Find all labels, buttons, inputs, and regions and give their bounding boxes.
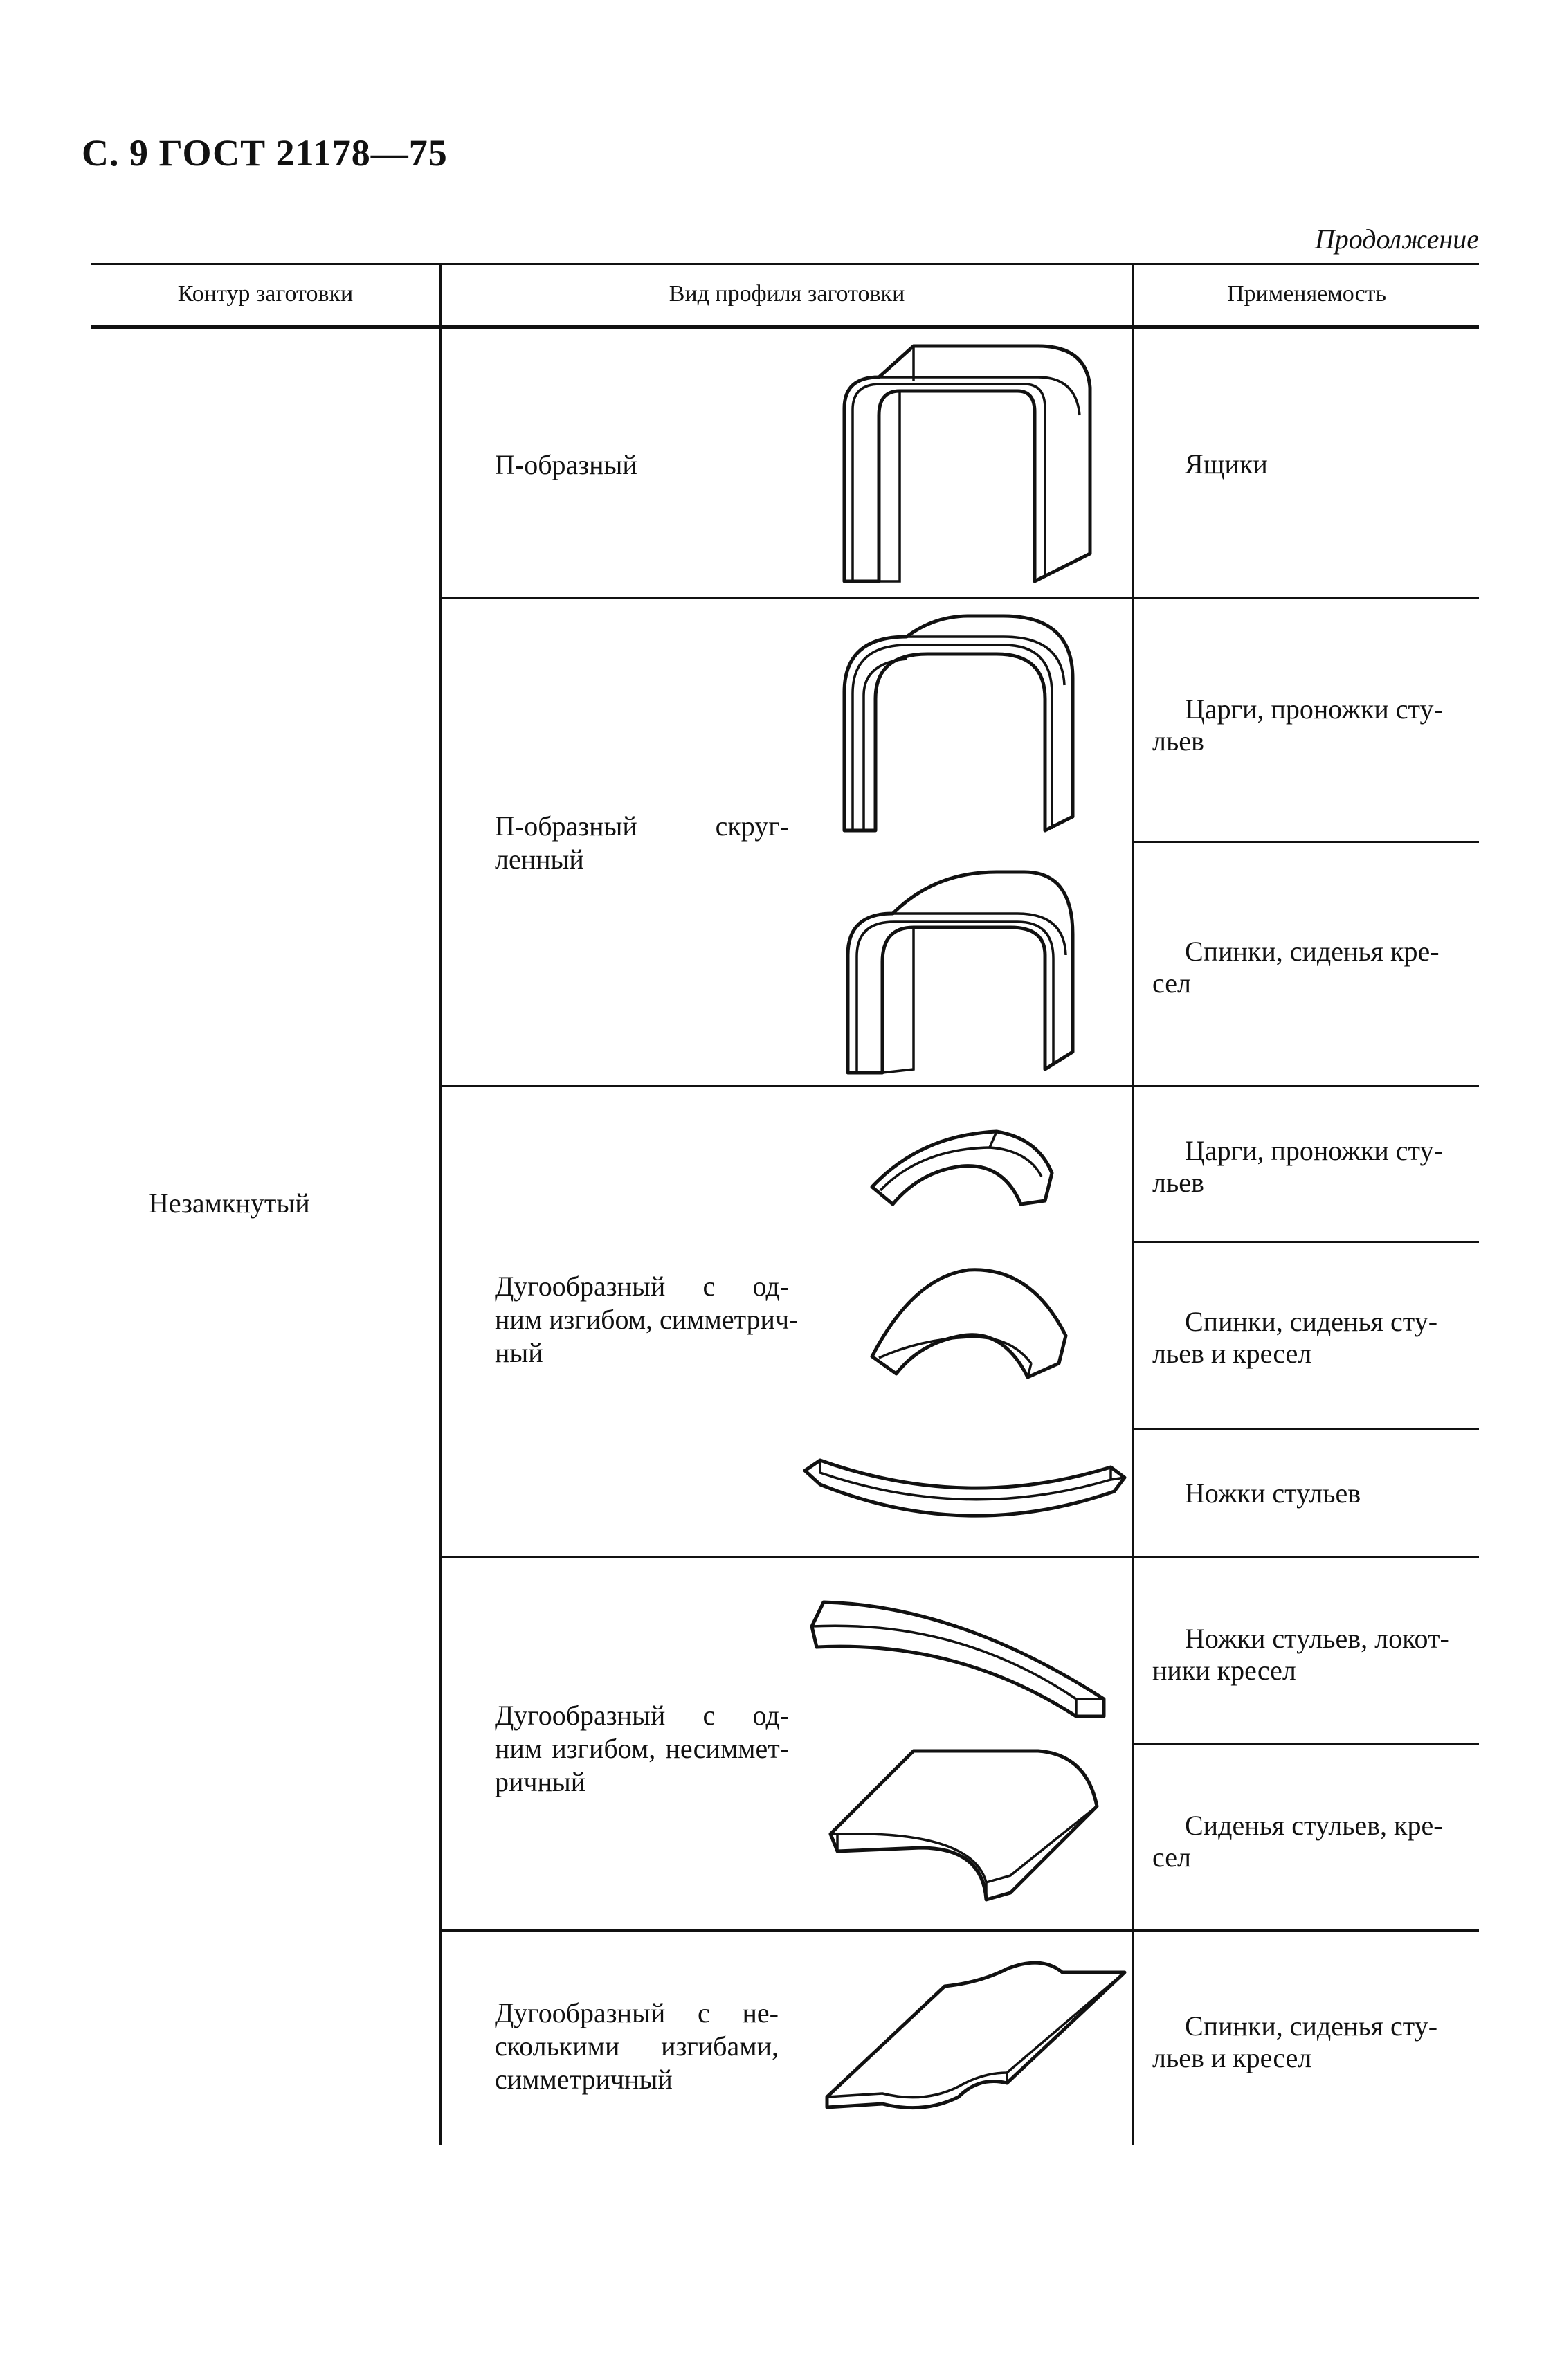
profile-name-line: ленный	[495, 844, 584, 875]
application-line: Царги, проножки сту-	[1185, 693, 1443, 725]
application-cell	[1152, 1810, 1443, 1873]
multi-bend-panel-icon	[820, 1959, 1132, 2128]
arc-asymmetric-bar-icon	[799, 1578, 1125, 1734]
arc-asymmetric-panel-icon	[824, 1744, 1114, 1907]
u-shaped-rounded-wide-icon	[830, 858, 1107, 1083]
profile-name-line: Дугообразный с од-	[495, 1700, 789, 1731]
arc-symmetric-bar-icon	[799, 1439, 1132, 1533]
application-cell	[1152, 693, 1465, 757]
arc-symmetric-narrow-icon	[865, 1121, 1059, 1221]
application-cell	[1152, 1623, 1449, 1687]
profile-name-line: Дугообразный с од-	[495, 1271, 789, 1302]
row-rule	[439, 1556, 1479, 1558]
profile-name-line: ним изгибом, симметрич-	[495, 1304, 799, 1335]
application-line: льев и кресел	[1152, 2042, 1312, 2073]
column-divider-1	[439, 263, 442, 2145]
profile-name	[495, 810, 789, 876]
profile-name-line: ричный	[495, 1766, 586, 1797]
column-header-profile: Вид профиля заготовки	[669, 281, 905, 307]
table-header-rule	[91, 325, 1479, 329]
profile-name	[495, 1270, 799, 1370]
column-header-contour: Контур заготовки	[177, 281, 354, 307]
continuation-label: Продолжение	[1314, 224, 1479, 255]
profile-name-line: ный	[495, 1337, 543, 1368]
subrow-rule	[1132, 1743, 1479, 1745]
profile-name-line: Дугообразный с не-	[495, 1997, 779, 2028]
application-line: Ножки стульев, локот-	[1185, 1623, 1449, 1654]
subrow-rule	[1132, 1241, 1479, 1243]
subrow-rule	[1132, 841, 1479, 843]
application-line: Спинки, сиденья кре-	[1185, 936, 1440, 967]
application-cell	[1152, 1306, 1437, 1370]
application-cell	[1152, 2010, 1437, 2074]
profile-name	[495, 1699, 789, 1799]
application-line: Ножки стульев	[1185, 1478, 1361, 1509]
column-divider-2	[1132, 263, 1134, 2145]
page-header: С. 9 ГОСТ 21178—75	[82, 132, 448, 174]
row-rule	[439, 1929, 1479, 1932]
profile-name-line: симметричный	[495, 2064, 673, 2095]
application-cell	[1152, 1135, 1443, 1199]
profile-name: П-образный	[495, 449, 637, 480]
application-line: льев	[1152, 725, 1204, 756]
application-cell	[1152, 936, 1440, 999]
profile-name-line: сколькими изгибами,	[495, 2031, 779, 2062]
application-cell	[1185, 1478, 1361, 1509]
application-line: льев	[1152, 1167, 1204, 1198]
application-line: Спинки, сиденья сту-	[1185, 1306, 1438, 1337]
application-line: Сиденья стульев, кре-	[1185, 1810, 1443, 1841]
arc-symmetric-wide-icon	[865, 1260, 1073, 1388]
subrow-rule	[1132, 1428, 1479, 1430]
application-cell	[1185, 448, 1268, 480]
application-line: Спинки, сиденья сту-	[1185, 2010, 1438, 2042]
u-shaped-rounded-narrow-icon	[830, 609, 1107, 841]
row-rule	[439, 1085, 1479, 1087]
application-line: Ящики	[1185, 448, 1268, 480]
application-line: сел	[1152, 968, 1191, 999]
column-header-application: Применяемость	[1226, 281, 1387, 307]
u-shaped-blank-icon	[830, 339, 1107, 599]
application-line: льев и кресел	[1152, 1338, 1312, 1369]
application-line: ники кресел	[1152, 1655, 1296, 1686]
contour-cell: Незамкнутый	[149, 1188, 310, 1219]
profile-name	[495, 1997, 779, 2096]
profile-name-line: П-образный скруг-	[495, 810, 789, 842]
application-line: сел	[1152, 1842, 1191, 1873]
application-line: Царги, проножки сту-	[1185, 1135, 1443, 1166]
profile-name-line: ним изгибом, несиммет-	[495, 1733, 789, 1764]
